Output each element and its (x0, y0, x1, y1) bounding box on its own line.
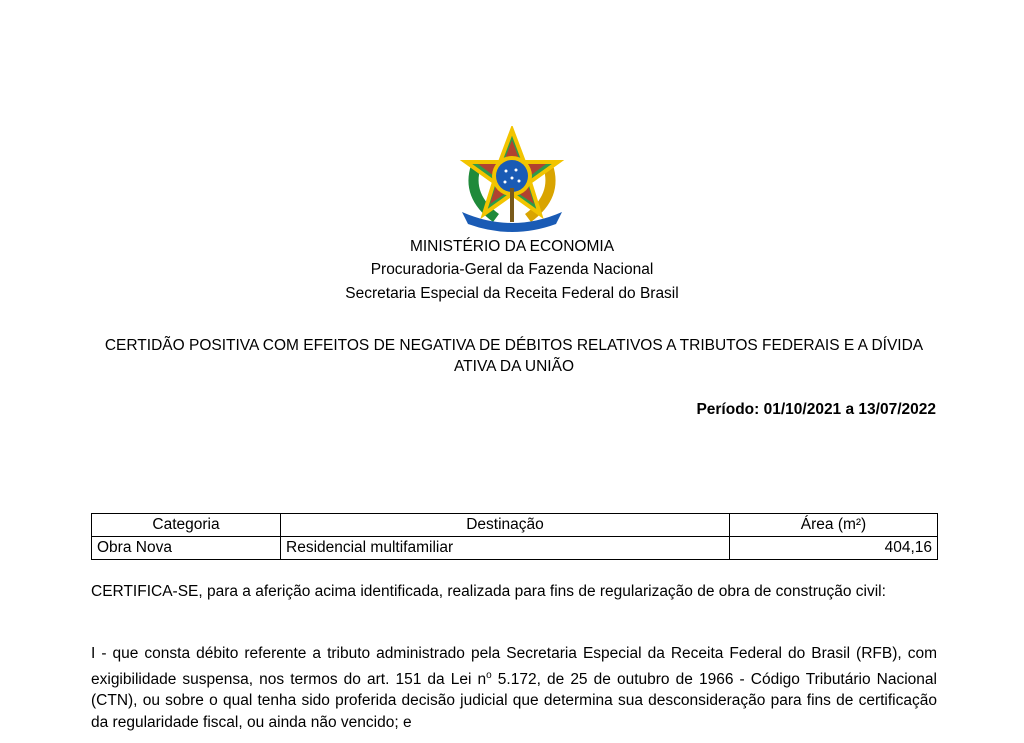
table-row (92, 537, 938, 560)
cell-categoria: Obra Nova (92, 537, 281, 560)
periodo: Período: 01/10/2021 a 13/07/2022 (696, 401, 936, 418)
pgfn-name: Procuradoria-Geral da Fazenda Nacional (370, 261, 654, 278)
coat-of-arms-icon (456, 126, 568, 232)
header-area: Área (m²) (730, 514, 938, 537)
item-1-text-b: 5.172, de 25 de outubro de 1966 - Código Tributário Nacional (CTN), ou sobre o qual tenha sido proferida decisão judicial que determina sua desconsideração para fins de certificação da regularidade fiscal, ou ainda não vencido; e (91, 670, 937, 731)
table-header-row (92, 514, 938, 537)
rfb-name: Secretaria Especial da Receita Federal do Brasil (345, 285, 679, 302)
certifica-paragraph: CERTIFICA-SE, para a aferição acima identificada, realizada para fins de regularização de obra de construção civil: (91, 583, 886, 600)
item-1-superscript: o (486, 669, 492, 681)
header-destinacao: Destinação (281, 514, 730, 537)
cell-destinacao: Residencial multifamiliar (281, 537, 730, 560)
certificate-title: CERTIDÃO POSITIVA COM EFEITOS DE NEGATIVA DE DÉBITOS RELATIVOS A TRIBUTOS FEDERAIS E A DÍVIDA ATIVA DA UNIÃO (104, 337, 924, 375)
item-1-paragraph (91, 643, 937, 733)
cell-area: 404,16 (730, 537, 938, 560)
ministry-name: MINISTÉRIO DA ECONOMIA (409, 238, 615, 255)
destination-table (91, 513, 938, 560)
item-1-text-a: I - que consta débito referente a tributo administrado pela Secretaria Especial da Receita Federal do Brasil (RFB), com exigibilidade suspensa, nos termos do art. 151 da Lei n (91, 645, 937, 688)
header-categoria: Categoria (92, 514, 281, 537)
